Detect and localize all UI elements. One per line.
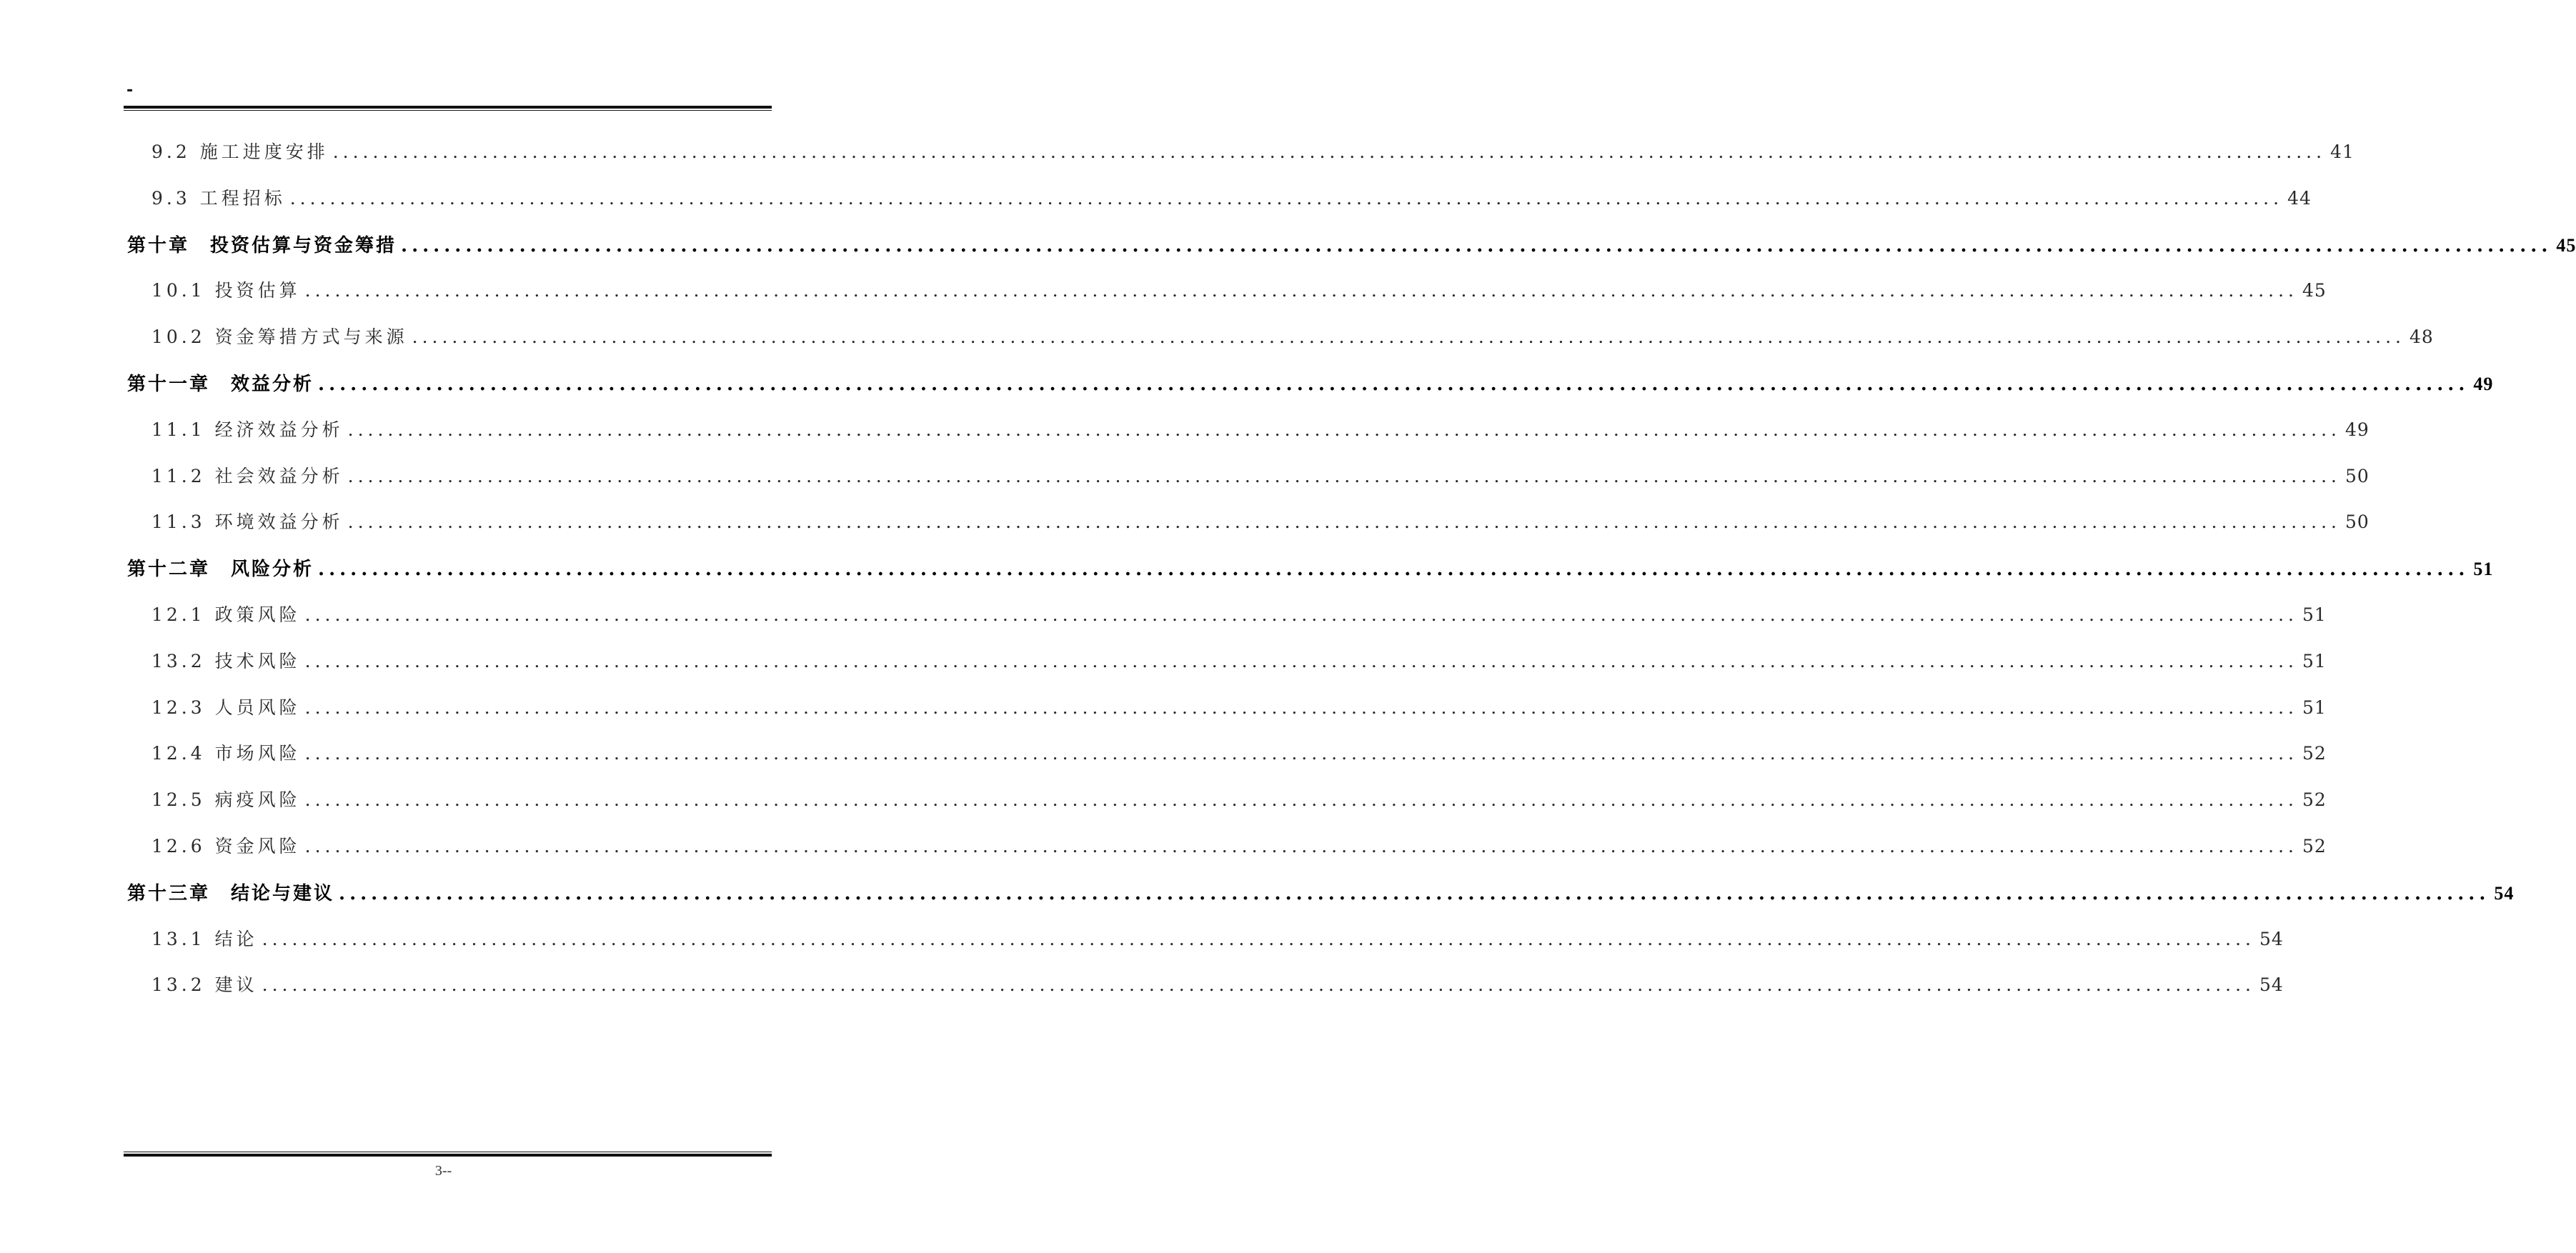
toc-entry-page: 51 (2302, 697, 2327, 718)
toc-section-entry[interactable] (127, 601, 2327, 647)
toc-dot-leader: ........................................................................................................................................................................................................ (401, 234, 2552, 256)
toc-dot-leader: ........................................................................................................................................................................................................ (304, 789, 2298, 811)
toc-dot-leader: ........................................................................................................................................................................................................ (332, 141, 2327, 162)
toc-section-entry[interactable] (127, 647, 2327, 694)
toc-dot-leader: ........................................................................................................................................................................................................ (347, 419, 2341, 440)
toc-entry-label: 12.6 资金风险 (151, 835, 301, 857)
toc-dot-leader: ........................................................................................................................................................................................................ (304, 835, 2298, 857)
toc-entry-label: 12.5 病疫风险 (151, 789, 301, 811)
toc-entry-label: 第十章 投资估算与资金筹措 (127, 234, 397, 256)
toc-entry-page: 45 (2302, 280, 2327, 301)
toc-entry-page: 50 (2344, 465, 2369, 486)
toc-entry-label: 10.1 投资估算 (151, 280, 301, 301)
toc-section-entry[interactable] (127, 694, 2327, 740)
toc-entry-page: 45 (2556, 234, 2576, 256)
toc-dot-leader: ........................................................................................................................................................................................................ (304, 280, 2298, 301)
toc-entry-label: 12.4 市场风险 (151, 743, 301, 764)
toc-entry-label: 13.1 结论 (151, 928, 258, 949)
toc-entry-label: 9.2 施工进度安排 (151, 141, 329, 162)
toc-entry-page: 49 (2473, 373, 2494, 394)
toc-entry-page: 51 (2302, 604, 2327, 625)
header-rule-thick (124, 106, 772, 109)
header-mark: - (126, 81, 134, 99)
toc-entry-page: 52 (2302, 789, 2327, 811)
toc-entry-page: 49 (2344, 419, 2369, 440)
toc-dot-leader: ........................................................................................................................................................................................................ (347, 465, 2341, 486)
table-of-contents (127, 138, 2576, 1017)
header-rule-thin (124, 110, 772, 111)
toc-section-entry[interactable] (127, 739, 2327, 786)
toc-entry-label: 11.2 社会效益分析 (151, 465, 344, 486)
toc-entry-label: 第十三章 结论与建议 (127, 882, 335, 904)
toc-entry-page: 52 (2302, 835, 2327, 857)
toc-entry-page: 41 (2330, 141, 2354, 162)
toc-entry-page: 50 (2344, 511, 2369, 533)
toc-section-entry[interactable] (127, 323, 2434, 369)
toc-entry-label: 10.2 资金筹措方式与来源 (151, 326, 408, 348)
toc-entry-label: 第十一章 效益分析 (127, 373, 314, 395)
toc-chapter-entry[interactable] (127, 554, 2494, 601)
toc-dot-leader: ........................................................................................................................................................................................................ (304, 743, 2298, 764)
toc-dot-leader: ........................................................................................................................................................................................................ (304, 604, 2298, 625)
toc-entry-label: 12.3 人员风险 (151, 697, 301, 718)
toc-dot-leader: ........................................................................................................................................................................................................ (318, 559, 2470, 581)
toc-section-entry[interactable] (127, 508, 2369, 554)
toc-entry-label: 12.1 政策风险 (151, 604, 301, 625)
toc-dot-leader: ........................................................................................................................................................................................................ (304, 650, 2298, 672)
toc-dot-leader: ........................................................................................................................................................................................................ (318, 373, 2470, 395)
toc-entry-page: 54 (2259, 974, 2284, 996)
toc-entry-label: 11.1 经济效益分析 (151, 419, 344, 440)
toc-chapter-entry[interactable] (127, 231, 2576, 277)
toc-dot-leader: ........................................................................................................................................................................................................ (289, 187, 2284, 209)
toc-entry-page: 48 (2409, 326, 2434, 348)
toc-section-entry[interactable] (127, 971, 2284, 1017)
page-number: 3-- (434, 1163, 452, 1179)
toc-entry-label: 9.3 工程招标 (151, 187, 286, 209)
toc-section-entry[interactable] (127, 416, 2369, 462)
toc-dot-leader: ........................................................................................................................................................................................................ (304, 697, 2298, 718)
toc-dot-leader: ........................................................................................................................................................................................................ (347, 511, 2341, 533)
toc-section-entry[interactable] (127, 184, 2312, 231)
toc-entry-page: 54 (2259, 928, 2284, 949)
toc-section-entry[interactable] (127, 832, 2327, 879)
toc-dot-leader: ........................................................................................................................................................................................................ (262, 928, 2255, 949)
toc-entry-page: 51 (2302, 650, 2327, 672)
toc-chapter-entry[interactable] (127, 879, 2515, 925)
toc-entry-label: 11.3 环境效益分析 (151, 511, 344, 533)
toc-entry-label: 13.2 技术风险 (151, 650, 301, 672)
toc-entry-label: 13.2 建议 (151, 974, 258, 996)
toc-section-entry[interactable] (127, 786, 2327, 832)
toc-entry-page: 54 (2494, 882, 2515, 904)
toc-dot-leader: ........................................................................................................................................................................................................ (412, 326, 2405, 348)
footer-rule-thick (124, 1154, 772, 1157)
toc-section-entry[interactable] (127, 138, 2354, 184)
toc-entry-label: 第十二章 风险分析 (127, 559, 314, 581)
toc-entry-page: 44 (2287, 187, 2312, 209)
toc-dot-leader: ........................................................................................................................................................................................................ (262, 974, 2255, 996)
toc-section-entry[interactable] (127, 276, 2327, 323)
toc-entry-page: 51 (2473, 559, 2494, 580)
toc-chapter-entry[interactable] (127, 369, 2494, 416)
toc-dot-leader: ........................................................................................................................................................................................................ (339, 882, 2490, 904)
toc-section-entry[interactable] (127, 925, 2284, 972)
toc-section-entry[interactable] (127, 462, 2369, 509)
toc-entry-page: 52 (2302, 743, 2327, 764)
